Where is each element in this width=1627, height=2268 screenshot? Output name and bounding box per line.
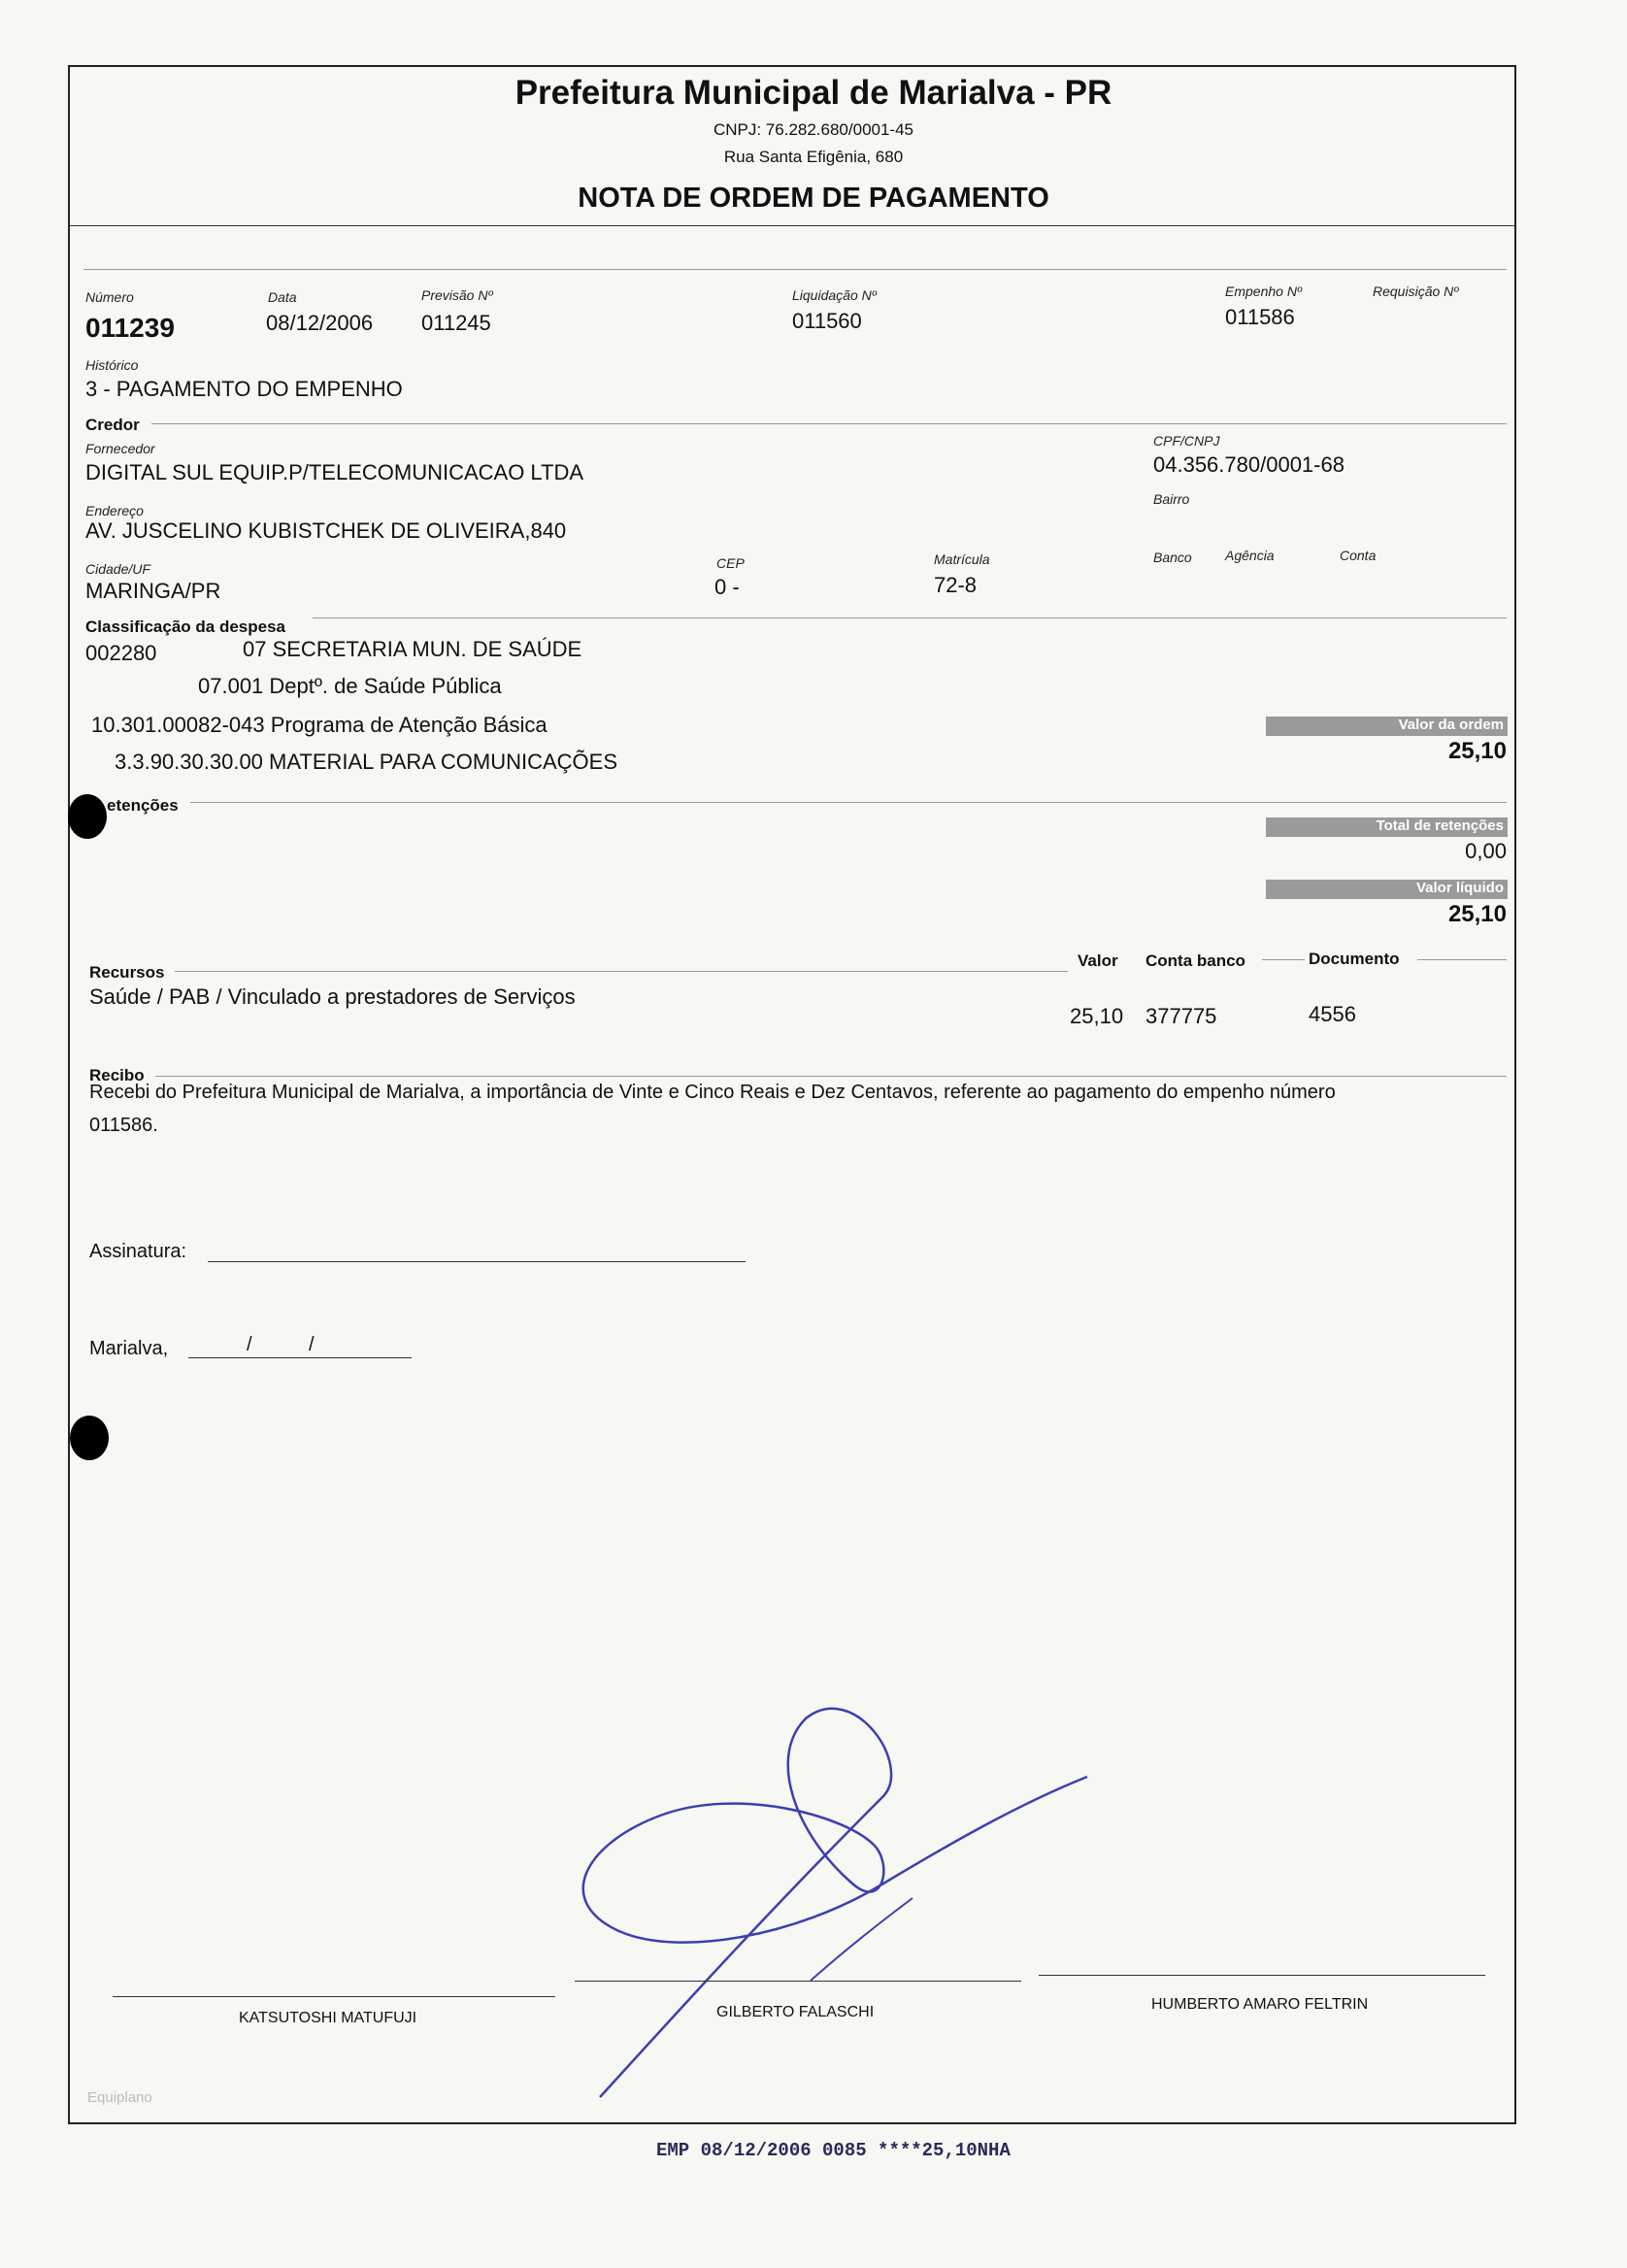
handwritten-signature bbox=[563, 1689, 1107, 2117]
recursos-divider bbox=[175, 971, 1068, 972]
recibo-section-title: Recibo bbox=[89, 1066, 145, 1084]
recursos-dash-2 bbox=[1417, 959, 1507, 960]
ids-divider bbox=[83, 269, 1507, 270]
classificacao-code: 002280 bbox=[85, 641, 157, 665]
historico-label: Histórico bbox=[85, 357, 139, 373]
signatory-name-1: KATSUTOSHI MATUFUJI bbox=[239, 2010, 417, 2026]
assinatura-line bbox=[208, 1261, 746, 1262]
recursos-dash-1 bbox=[1262, 959, 1305, 960]
classificacao-line-2: 07.001 Deptº. de Saúde Pública bbox=[198, 674, 502, 698]
punch-hole-top bbox=[68, 794, 107, 839]
document-header-title: Prefeitura Municipal de Marialva - PR bbox=[515, 74, 1112, 112]
data-value: 08/12/2006 bbox=[266, 311, 374, 335]
signatory-line-2 bbox=[575, 1981, 1021, 1982]
classificacao-section-title: Classificação da despesa bbox=[85, 617, 286, 636]
liquidacao-label: Liquidação Nº bbox=[792, 287, 877, 303]
cnpj-text: CNPJ: 76.282.680/0001-45 bbox=[713, 120, 914, 139]
requisicao-label: Requisição Nº bbox=[1373, 284, 1459, 299]
total-retencoes-bar bbox=[1266, 817, 1508, 837]
signatory-name-2: GILBERTO FALASCHI bbox=[716, 2004, 875, 2020]
endereco-label: Endereço bbox=[85, 503, 144, 518]
signatory-line-1 bbox=[113, 1996, 555, 1997]
recibo-text-line-2: 011586. bbox=[89, 1115, 158, 1136]
local-label: Marialva, bbox=[89, 1338, 169, 1359]
data-label: Data bbox=[268, 289, 297, 305]
credor-divider bbox=[151, 423, 1507, 424]
recursos-value: Saúde / PAB / Vinculado a prestadores de Serviços bbox=[89, 984, 576, 1009]
recursos-section-title: Recursos bbox=[89, 963, 165, 982]
valor-liquido-bar bbox=[1266, 880, 1508, 899]
recibo-divider bbox=[155, 1076, 1507, 1077]
retencoes-divider bbox=[190, 802, 1507, 803]
recursos-valor: 25,10 bbox=[1070, 1004, 1124, 1028]
cidade-value: MARINGA/PR bbox=[85, 579, 221, 603]
valor-ordem-label: Valor da ordem bbox=[1398, 717, 1504, 733]
date-separator-2: / bbox=[309, 1334, 315, 1355]
valor-ordem-value: 25,10 bbox=[1447, 738, 1507, 764]
valor-liquido-value: 25,10 bbox=[1447, 901, 1507, 927]
total-retencoes-label: Total de retenções bbox=[1376, 817, 1504, 834]
matricula-value: 72-8 bbox=[934, 573, 978, 597]
recursos-conta-label: Conta banco bbox=[1146, 951, 1245, 970]
recursos-conta: 377775 bbox=[1146, 1004, 1217, 1028]
header-divider bbox=[68, 225, 1514, 226]
signatory-line-3 bbox=[1039, 1975, 1485, 1976]
classificacao-divider bbox=[313, 617, 1507, 618]
recursos-documento: 4556 bbox=[1309, 1002, 1356, 1026]
cpf-cnpj-value: 04.356.780/0001-68 bbox=[1153, 452, 1345, 477]
valor-liquido-label: Valor líquido bbox=[1415, 880, 1504, 896]
recursos-documento-label: Documento bbox=[1309, 950, 1400, 968]
recibo-text-line-1: Recebi do Prefeitura Municipal de Marialva, a importância de Vinte e Cinco Reais e Dez Centavos, referente ao pagamento do empenho número bbox=[89, 1082, 1336, 1103]
classificacao-line-1: 07 SECRETARIA MUN. DE SAÚDE bbox=[243, 637, 582, 661]
matricula-label: Matrícula bbox=[934, 551, 990, 567]
cep-value: 0 - bbox=[714, 575, 740, 599]
document-title: NOTA DE ORDEM DE PAGAMENTO bbox=[578, 183, 1049, 214]
fornecedor-label: Fornecedor bbox=[85, 441, 155, 456]
classificacao-line-3: 10.301.00082-043 Programa de Atenção Básica bbox=[91, 713, 548, 737]
punch-hole-bottom bbox=[70, 1416, 109, 1460]
equiplano-brand: Equiplano bbox=[87, 2089, 152, 2106]
historico-value: 3 - PAGAMENTO DO EMPENHO bbox=[85, 377, 403, 401]
cep-label: CEP bbox=[716, 555, 745, 571]
recursos-valor-label: Valor bbox=[1078, 951, 1118, 970]
retencoes-section-title: etenções bbox=[107, 796, 179, 815]
cidade-label: Cidade/UF bbox=[85, 561, 150, 577]
valor-ordem-bar bbox=[1266, 717, 1508, 736]
classificacao-line-4: 3.3.90.30.30.00 MATERIAL PARA COMUNICAÇÕES bbox=[115, 750, 618, 774]
endereco-value: AV. JUSCELINO KUBISTCHEK DE OLIVEIRA,840 bbox=[85, 518, 567, 543]
signatory-name-3: HUMBERTO AMARO FELTRIN bbox=[1151, 1996, 1369, 2013]
address-text: Rua Santa Efigênia, 680 bbox=[723, 148, 904, 166]
assinatura-label: Assinatura: bbox=[89, 1241, 187, 1262]
numero-label: Número bbox=[85, 289, 134, 305]
cpf-cnpj-label: CPF/CNPJ bbox=[1153, 433, 1220, 449]
credor-section-title: Credor bbox=[85, 416, 140, 434]
total-retencoes-value: 0,00 bbox=[1465, 839, 1507, 863]
empenho-label: Empenho Nº bbox=[1225, 284, 1303, 299]
previsao-value: 011245 bbox=[421, 311, 491, 335]
conta-label: Conta bbox=[1340, 548, 1377, 563]
bairro-label: Bairro bbox=[1153, 491, 1190, 507]
payment-stamp: EMP 08/12/2006 0085 ****25,10NHA bbox=[656, 2140, 1011, 2161]
banco-label: Banco bbox=[1153, 550, 1192, 565]
fornecedor-value: DIGITAL SUL EQUIP.P/TELECOMUNICACAO LTDA bbox=[85, 460, 584, 484]
empenho-value: 011586 bbox=[1225, 305, 1295, 329]
agencia-label: Agência bbox=[1225, 548, 1275, 563]
previsao-label: Previsão Nº bbox=[421, 287, 493, 303]
date-separator-1: / bbox=[247, 1334, 252, 1355]
numero-value: 011239 bbox=[85, 313, 175, 343]
date-line bbox=[188, 1357, 412, 1358]
liquidacao-value: 011560 bbox=[792, 309, 862, 333]
